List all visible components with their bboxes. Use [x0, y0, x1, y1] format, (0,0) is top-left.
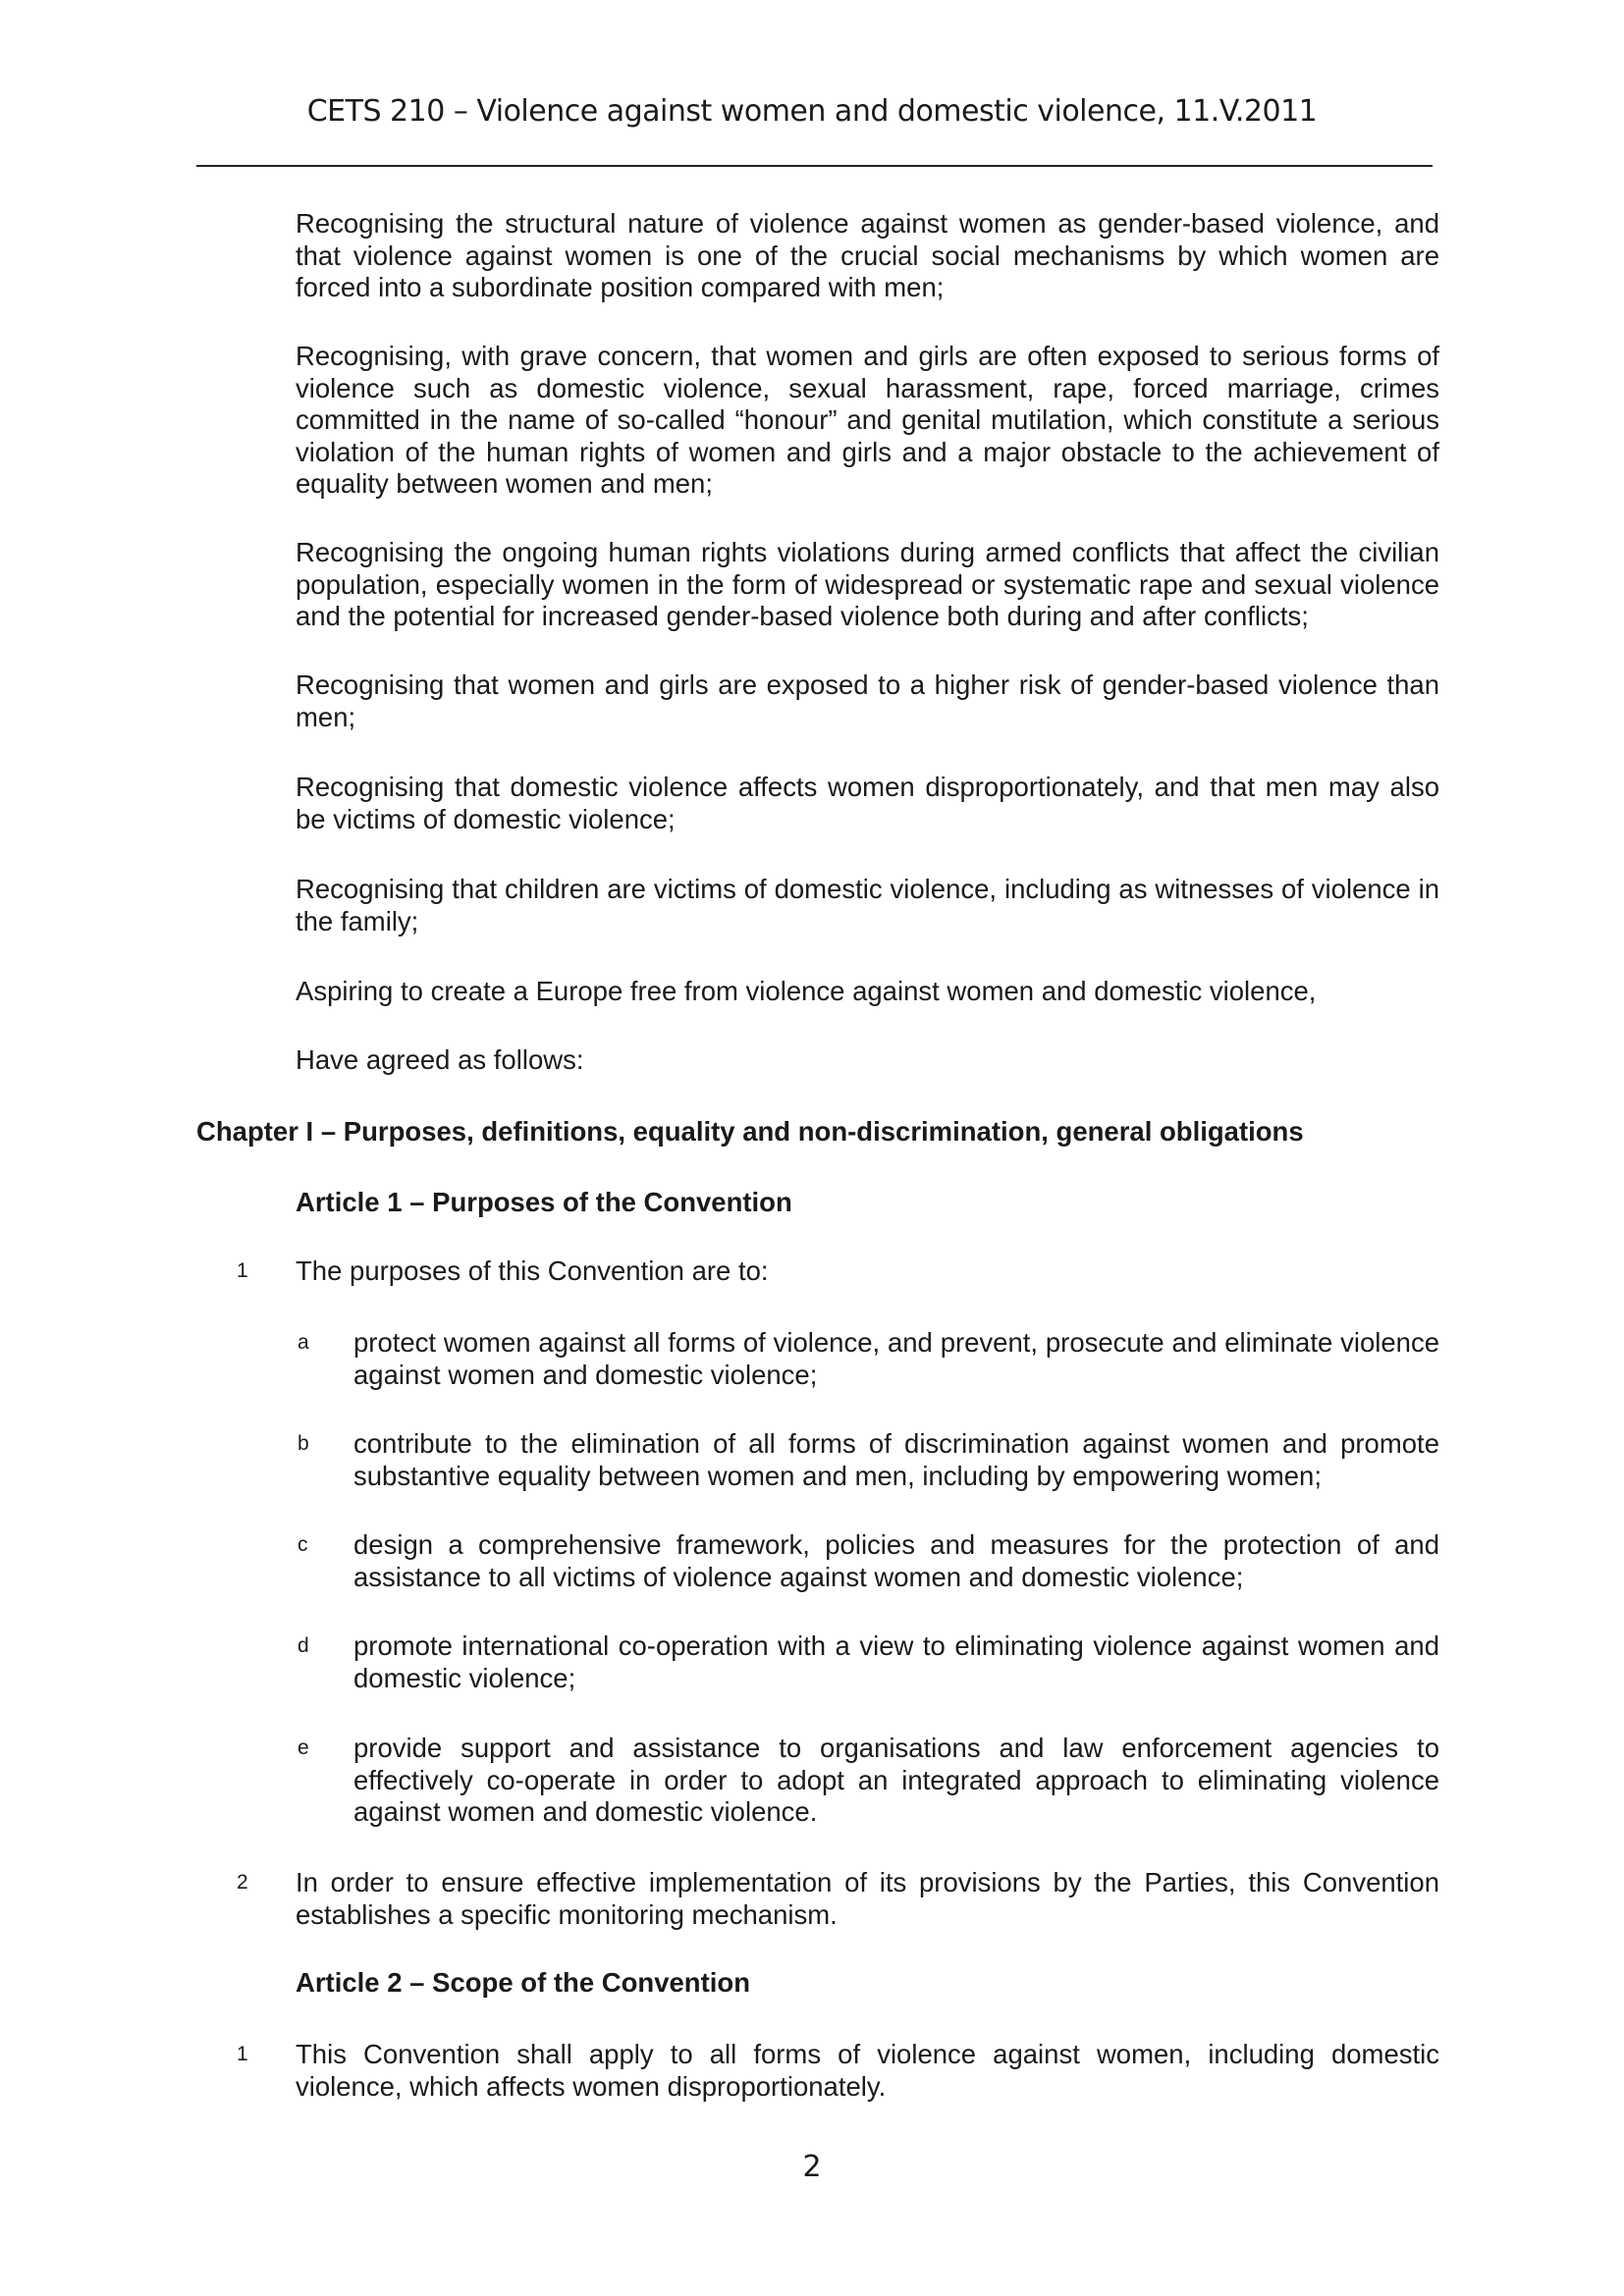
preamble-paragraph: Have agreed as follows: — [296, 1044, 584, 1075]
item-letter: b — [298, 1432, 309, 1455]
item-letter: a — [298, 1331, 309, 1354]
article-paragraph: In order to ensure effective implementation of its provisions by the Parties, this Convention establishes a specific monitoring mechanism. — [296, 1867, 1439, 1930]
article-paragraph: This Convention shall apply to all forms of violence against women, including domestic violence, which affects women disproportionately. — [296, 2039, 1439, 2102]
item-letter: e — [298, 1736, 309, 1759]
preamble-paragraph: Recognising that children are victims of domestic violence, including as witnesses of violence in the family; — [296, 874, 1439, 936]
preamble-paragraph: Recognising the structural nature of violence against women as gender-based violence, and that violence against women is one of the crucial social mechanisms by which women are forced into a subordinate position compared with men; — [296, 208, 1439, 302]
paragraph-number: 1 — [237, 1259, 248, 1282]
list-item: design a comprehensive framework, policies and measures for the protection of and assistance to all victims of violence against women and domestic violence; — [353, 1529, 1439, 1592]
preamble-paragraph: Aspiring to create a Europe free from violence against women and domestic violence, — [296, 976, 1317, 1006]
preamble-paragraph: Recognising, with grave concern, that women and girls are often exposed to serious forms of violence such as domestic violence, sexual harassment, rape, forced marriage, crimes committed in the name of so-called “honour” and genital mutilation, which constitute a serious violation of the human rights of women and girls and a major obstacle to the achievement of equality between women and men; — [296, 341, 1439, 499]
article-paragraph: The purposes of this Convention are to: — [296, 1255, 769, 1286]
paragraph-number: 1 — [237, 2043, 248, 2065]
list-item: provide support and assistance to organisations and law enforcement agencies to effectively co-operate in order to adopt an integrated approach to eliminating violence against women and domestic violence. — [353, 1733, 1439, 1827]
article-heading: Article 2 – Scope of the Convention — [296, 1967, 750, 1998]
list-item: protect women against all forms of violence, and prevent, prosecute and eliminate violence against women and domestic violence; — [353, 1327, 1439, 1390]
running-header: CETS 210 – Violence against women and domestic violence, 11.V.2011 — [306, 94, 1318, 129]
article-heading: Article 1 – Purposes of the Convention — [296, 1187, 792, 1217]
item-letter: d — [298, 1634, 309, 1657]
preamble-paragraph: Recognising that women and girls are exposed to a higher risk of gender-based violence than men; — [296, 669, 1439, 732]
preamble-paragraph: Recognising the ongoing human rights violations during armed conflicts that affect the civilian population, especially women in the form of widespread or systematic rape and sexual violence and the potential for increased gender-based violence both during and after conflicts; — [296, 537, 1439, 631]
item-letter: c — [298, 1533, 308, 1556]
list-item: contribute to the elimination of all forms of discrimination against women and promote substantive equality between women and men, including by empowering women; — [353, 1428, 1439, 1491]
chapter-heading: Chapter I – Purposes, definitions, equality and non-discrimination, general obligations — [196, 1116, 1304, 1147]
page-number: 2 — [802, 2150, 822, 2184]
header-rule — [196, 165, 1433, 167]
preamble-paragraph: Recognising that domestic violence affects women disproportionately, and that men may also be victims of domestic violence; — [296, 772, 1439, 834]
list-item: promote international co-operation with a view to eliminating violence against women and domestic violence; — [353, 1630, 1439, 1693]
paragraph-number: 2 — [237, 1871, 248, 1894]
